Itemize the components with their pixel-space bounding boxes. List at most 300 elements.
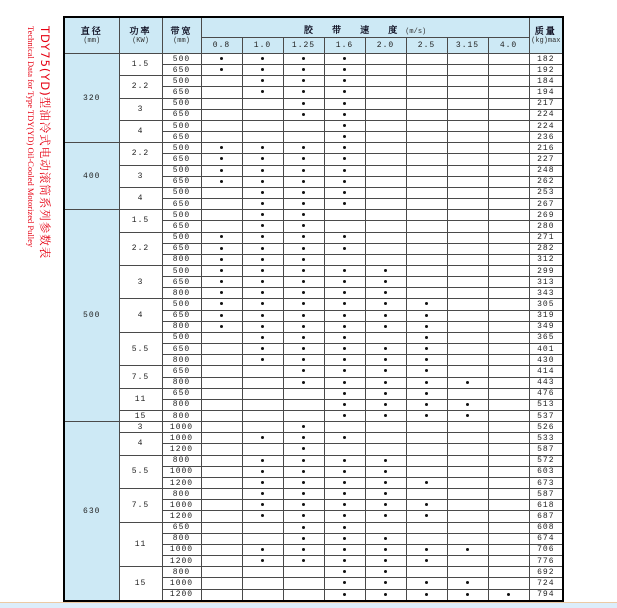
speed-mark-cell: [201, 589, 242, 601]
speed-mark-cell: [201, 344, 242, 355]
speed-mark-cell: [365, 355, 406, 366]
speed-mark-cell: [488, 355, 529, 366]
dot-marker: [466, 581, 469, 584]
speed-mark-cell: [488, 444, 529, 455]
belt-width-cell: 1200: [162, 556, 201, 567]
speed-mark-cell: [488, 344, 529, 355]
belt-speed-header: [201, 17, 529, 38]
dot-marker: [220, 68, 223, 71]
speed-mark-cell: [488, 321, 529, 332]
speed-mark-cell: [447, 221, 488, 232]
dot-marker: [261, 180, 264, 183]
speed-mark-cell: [324, 556, 365, 567]
speed-mark-cell: [365, 344, 406, 355]
mass-cell: 430: [529, 355, 563, 366]
belt-width-cell: 650: [162, 176, 201, 187]
speed-mark-cell: [406, 344, 447, 355]
dot-marker: [343, 57, 346, 60]
dot-marker: [343, 302, 346, 305]
speed-mark-cell: [283, 254, 324, 265]
speed-mark-cell: [324, 310, 365, 321]
speed-mark-cell: [406, 567, 447, 578]
speed-mark-cell: [447, 522, 488, 533]
speed-mark-cell: [365, 54, 406, 65]
speed-mark-cell: [283, 366, 324, 377]
speed-mark-cell: [201, 411, 242, 422]
speed-mark-cell: [406, 388, 447, 399]
table-row: [64, 489, 563, 500]
dot-marker: [384, 503, 387, 506]
belt-width-cell: 800: [162, 355, 201, 366]
speed-mark-cell: [242, 511, 283, 522]
speed-mark-cell: [488, 288, 529, 299]
speed-mark-cell: [406, 556, 447, 567]
power-cell: 7.5: [119, 366, 162, 388]
belt-width-cell: 650: [162, 366, 201, 377]
belt-width-cell: 500: [162, 265, 201, 276]
speed-mark-cell: [365, 154, 406, 165]
table-row: [64, 210, 563, 221]
table-row: [64, 455, 563, 466]
dot-marker: [425, 559, 428, 562]
mass-cell: 282: [529, 243, 563, 254]
speed-mark-cell: [201, 522, 242, 533]
mass-cell: 305: [529, 299, 563, 310]
speed-mark-cell: [242, 399, 283, 410]
speed-mark-cell: [324, 388, 365, 399]
belt-width-cell: 500: [162, 187, 201, 198]
dot-marker: [384, 325, 387, 328]
speed-mark-cell: [242, 455, 283, 466]
dot-marker: [343, 269, 346, 272]
speed-mark-cell: [283, 589, 324, 601]
dot-marker: [302, 559, 305, 562]
speed-mark-cell: [447, 567, 488, 578]
speed-mark-cell: [488, 332, 529, 343]
belt-speed-unit: (m/s): [405, 28, 427, 36]
dot-marker: [425, 325, 428, 328]
dot-marker: [302, 548, 305, 551]
speed-mark-cell: [283, 556, 324, 567]
speed-mark-cell: [365, 243, 406, 254]
speed-mark-cell: [447, 154, 488, 165]
dot-marker: [261, 358, 264, 361]
speed-mark-cell: [488, 455, 529, 466]
speed-mark-cell: [242, 321, 283, 332]
speed-mark-cell: [201, 444, 242, 455]
speed-mark-cell: [242, 344, 283, 355]
dot-marker: [261, 492, 264, 495]
belt-width-cell: 1200: [162, 589, 201, 601]
mass-cell: 313: [529, 277, 563, 288]
speed-mark-cell: [283, 76, 324, 87]
dot-marker: [343, 90, 346, 93]
speed-mark-cell: [324, 455, 365, 466]
speed-mark-cell: [447, 299, 488, 310]
speed-mark-cell: [365, 176, 406, 187]
speed-mark-cell: [488, 254, 529, 265]
dot-marker: [261, 224, 264, 227]
speed-mark-cell: [242, 87, 283, 98]
mass-cell: 269: [529, 210, 563, 221]
speed-mark-cell: [242, 589, 283, 601]
dot-marker: [302, 492, 305, 495]
speed-mark-cell: [283, 288, 324, 299]
speed-mark-cell: [324, 288, 365, 299]
speed-mark-cell: [201, 87, 242, 98]
speed-mark-cell: [406, 221, 447, 232]
mass-cell: 618: [529, 500, 563, 511]
speed-mark-cell: [488, 366, 529, 377]
speed-mark-cell: [283, 466, 324, 477]
dot-marker: [261, 169, 264, 172]
dot-marker: [343, 358, 346, 361]
speed-mark-cell: [324, 578, 365, 589]
dot-marker: [343, 314, 346, 317]
speed-mark-cell: [324, 187, 365, 198]
speed-column-header: 0.8: [201, 38, 242, 54]
speed-mark-cell: [365, 511, 406, 522]
dot-marker: [384, 570, 387, 573]
belt-width-cell: 800: [162, 455, 201, 466]
speed-mark-cell: [488, 477, 529, 488]
speed-mark-cell: [201, 366, 242, 377]
speed-mark-cell: [365, 310, 406, 321]
mass-cell: 271: [529, 232, 563, 243]
speed-mark-cell: [447, 165, 488, 176]
speed-mark-cell: [406, 444, 447, 455]
speed-mark-cell: [488, 165, 529, 176]
speed-mark-cell: [201, 254, 242, 265]
dot-marker: [425, 302, 428, 305]
dot-marker: [343, 470, 346, 473]
dot-marker: [384, 358, 387, 361]
speed-mark-cell: [242, 366, 283, 377]
speed-mark-cell: [324, 399, 365, 410]
dot-marker: [261, 514, 264, 517]
speed-mark-cell: [447, 433, 488, 444]
dot-marker: [302, 235, 305, 238]
dot-marker: [466, 593, 469, 596]
table-row: [64, 567, 563, 578]
speed-mark-cell: [242, 355, 283, 366]
power-cell: 7.5: [119, 489, 162, 522]
dot-marker: [302, 526, 305, 529]
speed-mark-cell: [242, 422, 283, 433]
speed-mark-cell: [201, 544, 242, 555]
dot-marker: [343, 347, 346, 350]
speed-mark-cell: [242, 143, 283, 154]
speed-mark-cell: [488, 154, 529, 165]
table-row: [64, 332, 563, 343]
dot-marker: [261, 548, 264, 551]
dot-marker: [302, 79, 305, 82]
speed-mark-cell: [488, 567, 529, 578]
speed-mark-cell: [201, 578, 242, 589]
belt-width-cell: 1000: [162, 433, 201, 444]
dot-marker: [302, 280, 305, 283]
mass-cell: 312: [529, 254, 563, 265]
dot-marker: [261, 79, 264, 82]
speed-mark-cell: [324, 544, 365, 555]
speed-mark-cell: [406, 544, 447, 555]
speed-mark-cell: [406, 288, 447, 299]
dot-marker: [343, 537, 346, 540]
belt-width-cell: 650: [162, 132, 201, 143]
mass-cell: 401: [529, 344, 563, 355]
dot-marker: [302, 146, 305, 149]
dot-marker: [343, 459, 346, 462]
speed-mark-cell: [365, 411, 406, 422]
dot-marker: [302, 325, 305, 328]
speed-mark-cell: [447, 176, 488, 187]
power-cell: 4: [119, 187, 162, 209]
speed-mark-cell: [406, 321, 447, 332]
speed-mark-cell: [324, 154, 365, 165]
speed-mark-cell: [242, 466, 283, 477]
dot-marker: [261, 191, 264, 194]
power-header: [119, 17, 162, 54]
table-header: [64, 17, 563, 54]
speed-mark-cell: [201, 477, 242, 488]
power-cell: 11: [119, 388, 162, 410]
speed-mark-cell: [406, 332, 447, 343]
speed-mark-cell: [242, 411, 283, 422]
speed-mark-cell: [283, 321, 324, 332]
speed-mark-cell: [488, 221, 529, 232]
dot-marker: [220, 169, 223, 172]
speed-mark-cell: [488, 299, 529, 310]
speed-mark-cell: [242, 187, 283, 198]
power-cell: 1.5: [119, 210, 162, 232]
mass-cell: 319: [529, 310, 563, 321]
mass-cell: 184: [529, 76, 563, 87]
dot-marker: [343, 202, 346, 205]
speed-mark-cell: [488, 65, 529, 76]
belt-width-cell: 500: [162, 143, 201, 154]
speed-mark-cell: [447, 511, 488, 522]
speed-mark-cell: [201, 243, 242, 254]
speed-mark-cell: [242, 243, 283, 254]
belt-width-cell: 650: [162, 221, 201, 232]
speed-mark-cell: [406, 299, 447, 310]
dot-marker: [302, 102, 305, 105]
belt-width-cell: 650: [162, 388, 201, 399]
belt-width-cell: 1000: [162, 578, 201, 589]
belt-width-cell: 500: [162, 210, 201, 221]
mass-cell: 443: [529, 377, 563, 388]
dot-marker: [302, 436, 305, 439]
dot-marker: [343, 79, 346, 82]
belt-width-cell: 800: [162, 411, 201, 422]
speed-mark-cell: [406, 455, 447, 466]
dot-marker: [384, 481, 387, 484]
dot-marker: [384, 392, 387, 395]
mass-cell: 216: [529, 143, 563, 154]
mass-cell: 603: [529, 466, 563, 477]
speed-mark-cell: [365, 489, 406, 500]
speed-mark-cell: [406, 433, 447, 444]
speed-mark-cell: [283, 477, 324, 488]
speed-mark-cell: [447, 265, 488, 276]
power-cell: 4: [119, 120, 162, 142]
mass-label: 质量: [534, 26, 557, 37]
speed-mark-cell: [447, 132, 488, 143]
speed-mark-cell: [283, 132, 324, 143]
dot-marker: [425, 548, 428, 551]
dot-marker: [343, 191, 346, 194]
speed-mark-cell: [324, 344, 365, 355]
speed-mark-cell: [283, 120, 324, 131]
speed-mark-cell: [201, 120, 242, 131]
speed-mark-cell: [447, 422, 488, 433]
speed-mark-cell: [447, 277, 488, 288]
speed-mark-cell: [201, 332, 242, 343]
dot-marker: [343, 291, 346, 294]
speed-mark-cell: [324, 511, 365, 522]
power-cell: 5.5: [119, 332, 162, 365]
speed-mark-cell: [406, 265, 447, 276]
speed-mark-cell: [406, 366, 447, 377]
speed-mark-cell: [365, 132, 406, 143]
speed-mark-cell: [283, 143, 324, 154]
speed-mark-cell: [365, 120, 406, 131]
dot-marker: [343, 593, 346, 596]
dot-marker: [343, 559, 346, 562]
speed-mark-cell: [365, 366, 406, 377]
dot-marker: [261, 325, 264, 328]
mass-cell: 227: [529, 154, 563, 165]
speed-mark-cell: [406, 422, 447, 433]
speed-mark-cell: [447, 87, 488, 98]
speed-mark-cell: [201, 299, 242, 310]
speed-mark-cell: [242, 277, 283, 288]
belt-width-cell: 500: [162, 54, 201, 65]
power-cell: 4: [119, 433, 162, 455]
dot-marker: [261, 347, 264, 350]
dot-marker: [261, 336, 264, 339]
dot-marker: [302, 481, 305, 484]
speed-mark-cell: [201, 165, 242, 176]
speed-mark-cell: [447, 143, 488, 154]
diameter-header: [64, 17, 119, 54]
dot-marker: [466, 548, 469, 551]
mass-cell: 217: [529, 98, 563, 109]
dot-marker: [343, 180, 346, 183]
dot-marker: [384, 347, 387, 350]
dot-marker: [261, 481, 264, 484]
power-cell: 1.5: [119, 54, 162, 76]
speed-mark-cell: [201, 310, 242, 321]
dot-marker: [302, 347, 305, 350]
speed-mark-cell: [447, 377, 488, 388]
mass-cell: 236: [529, 132, 563, 143]
speed-mark-cell: [406, 199, 447, 210]
dot-marker: [384, 280, 387, 283]
speed-mark-cell: [488, 544, 529, 555]
speed-mark-cell: [488, 399, 529, 410]
speed-mark-cell: [365, 556, 406, 567]
speed-mark-cell: [406, 511, 447, 522]
dot-marker: [343, 68, 346, 71]
dot-marker: [261, 302, 264, 305]
power-cell: 3: [119, 165, 162, 187]
dot-marker: [384, 581, 387, 584]
speed-mark-cell: [242, 288, 283, 299]
mass-cell: 674: [529, 533, 563, 544]
speed-mark-cell: [488, 533, 529, 544]
speed-mark-cell: [365, 321, 406, 332]
speed-mark-cell: [324, 332, 365, 343]
dot-marker: [384, 514, 387, 517]
speed-mark-cell: [283, 533, 324, 544]
speed-mark-cell: [365, 165, 406, 176]
speed-mark-cell: [447, 65, 488, 76]
speed-mark-cell: [242, 221, 283, 232]
dot-marker: [220, 291, 223, 294]
table-row: [64, 98, 563, 109]
speed-mark-cell: [406, 210, 447, 221]
side-title: [25, 26, 52, 259]
dot-marker: [343, 414, 346, 417]
dot-marker: [220, 235, 223, 238]
mass-cell: 476: [529, 388, 563, 399]
speed-mark-cell: [283, 210, 324, 221]
dot-marker: [220, 269, 223, 272]
side-title-english: Technical Data for Type TDY(YD) Oil-Cooled Motorized Pulley: [26, 26, 36, 248]
dot-marker: [384, 291, 387, 294]
speed-mark-cell: [406, 377, 447, 388]
table-row: [64, 165, 563, 176]
mass-cell: 262: [529, 176, 563, 187]
speed-mark-cell: [283, 109, 324, 120]
speed-mark-cell: [283, 221, 324, 232]
speed-mark-cell: [447, 109, 488, 120]
mass-header: [529, 17, 563, 54]
dot-marker: [220, 258, 223, 261]
dot-marker: [302, 514, 305, 517]
speed-mark-cell: [324, 411, 365, 422]
dot-marker: [425, 392, 428, 395]
speed-mark-cell: [283, 299, 324, 310]
speed-column-header: 2.5: [406, 38, 447, 54]
belt-width-cell: 800: [162, 321, 201, 332]
dot-marker: [384, 381, 387, 384]
speed-mark-cell: [488, 310, 529, 321]
speed-mark-cell: [447, 243, 488, 254]
mass-cell: 513: [529, 399, 563, 410]
speed-mark-cell: [447, 477, 488, 488]
speed-mark-cell: [447, 556, 488, 567]
table-row: [64, 143, 563, 154]
speed-mark-cell: [283, 522, 324, 533]
speed-mark-cell: [242, 310, 283, 321]
speed-mark-cell: [488, 199, 529, 210]
speed-mark-cell: [242, 477, 283, 488]
dot-marker: [384, 269, 387, 272]
power-cell: 4: [119, 299, 162, 332]
dot-marker: [261, 470, 264, 473]
speed-mark-cell: [365, 98, 406, 109]
belt-width-header: [162, 17, 201, 54]
belt-width-cell: 500: [162, 332, 201, 343]
dot-marker: [302, 503, 305, 506]
speed-mark-cell: [201, 500, 242, 511]
spec-table: [63, 16, 564, 602]
speed-mark-cell: [488, 232, 529, 243]
speed-mark-cell: [406, 277, 447, 288]
speed-mark-cell: [488, 277, 529, 288]
